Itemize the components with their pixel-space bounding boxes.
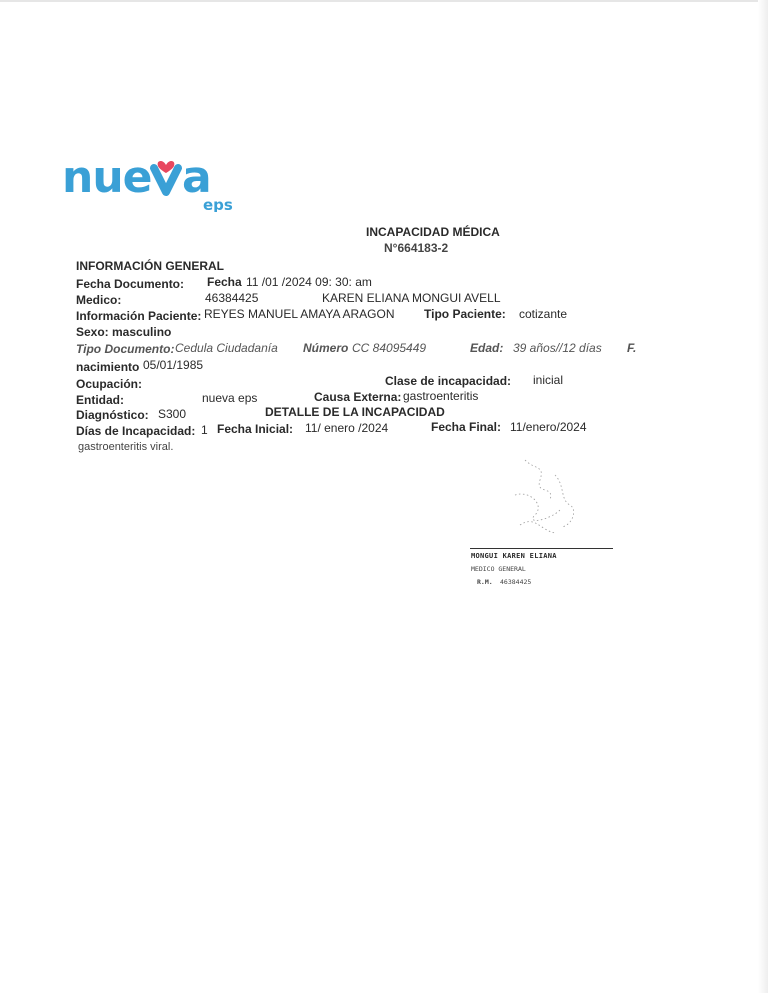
detalle-incapacidad-heading: DETALLE DE LA INCAPACIDAD bbox=[265, 405, 445, 419]
svg-text:eps: eps bbox=[203, 196, 233, 212]
entidad-label: Entidad: bbox=[76, 393, 124, 407]
paciente-name: REYES MANUEL AMAYA ARAGON bbox=[204, 307, 395, 321]
edad-extra: F. bbox=[627, 341, 637, 355]
signature-rm-value: 46384425 bbox=[500, 578, 532, 586]
scan-shadow bbox=[758, 0, 768, 993]
numero-value: CC 84095449 bbox=[352, 341, 427, 355]
tipo-paciente-label: Tipo Paciente: bbox=[424, 307, 506, 321]
nacimiento-value: 05/01/1985 bbox=[143, 358, 204, 372]
fecha-final-label: Fecha Final: bbox=[431, 420, 502, 434]
diagnostico-value: S300 bbox=[158, 407, 187, 421]
nacimiento-label: nacimiento bbox=[76, 360, 140, 374]
observacion-text: gastroenteritis viral. bbox=[78, 441, 174, 453]
document-number: N°664183-2 bbox=[384, 241, 449, 255]
fecha-final-value: 11/enero/2024 bbox=[510, 420, 587, 434]
entidad-value: nueva eps bbox=[202, 391, 258, 405]
dias-incapacidad-value: 1 bbox=[201, 423, 208, 437]
tipo-documento-value: Cedula Ciudadanía bbox=[175, 341, 278, 355]
fecha-documento-value: 11 /01 /2024 09: 30: am bbox=[246, 275, 372, 289]
signature-role: MEDICO GENERAL bbox=[471, 565, 526, 573]
causa-externa-label: Causa Externa: bbox=[314, 390, 402, 404]
causa-externa-value: gastroenteritis bbox=[403, 389, 479, 403]
medico-name: KAREN ELIANA MONGUI AVELL bbox=[322, 291, 501, 305]
clase-incapacidad-value: inicial bbox=[533, 373, 564, 387]
edad-value: 39 años//12 días bbox=[513, 341, 602, 355]
scan-edge bbox=[0, 0, 768, 2]
clase-incapacidad-label: Clase de incapacidad: bbox=[385, 374, 512, 388]
diagnostico-label: Diagnóstico: bbox=[76, 408, 149, 422]
tipo-paciente-value: cotizante bbox=[519, 307, 568, 321]
paciente-label: Información Paciente: bbox=[76, 309, 202, 323]
signature-name: MONGUI KAREN ELIANA bbox=[471, 552, 557, 560]
sexo-value: masculino bbox=[112, 325, 172, 339]
signature-rm-label: R.M. bbox=[477, 578, 493, 586]
dias-incapacidad-label: Días de Incapacidad: bbox=[76, 424, 196, 438]
fecha-label: Fecha bbox=[207, 275, 242, 289]
fecha-documento-label: Fecha Documento: bbox=[76, 277, 185, 291]
heart-icon bbox=[158, 161, 175, 173]
tipo-documento-label: Tipo Documento: bbox=[76, 342, 175, 356]
svg-text:a: a bbox=[182, 152, 212, 203]
signature-line bbox=[470, 548, 613, 549]
sexo-label: Sexo: bbox=[76, 325, 109, 339]
edad-label: Edad: bbox=[470, 341, 504, 355]
ocupacion-label: Ocupación: bbox=[76, 377, 143, 391]
numero-label: Número bbox=[303, 341, 349, 355]
document-title: INCAPACIDAD MÉDICA bbox=[366, 225, 500, 239]
svg-text:nue: nue bbox=[62, 152, 152, 203]
fecha-inicial-value: 11/ enero /2024 bbox=[305, 421, 389, 435]
nueva-eps-logo bbox=[62, 152, 242, 212]
section-general-heading: INFORMACIÓN GENERAL bbox=[76, 259, 224, 273]
fecha-inicial-label: Fecha Inicial: bbox=[217, 422, 294, 436]
medico-id: 46384425 bbox=[205, 291, 259, 305]
signature-scribble bbox=[500, 455, 590, 545]
medico-label: Medico: bbox=[76, 293, 122, 307]
